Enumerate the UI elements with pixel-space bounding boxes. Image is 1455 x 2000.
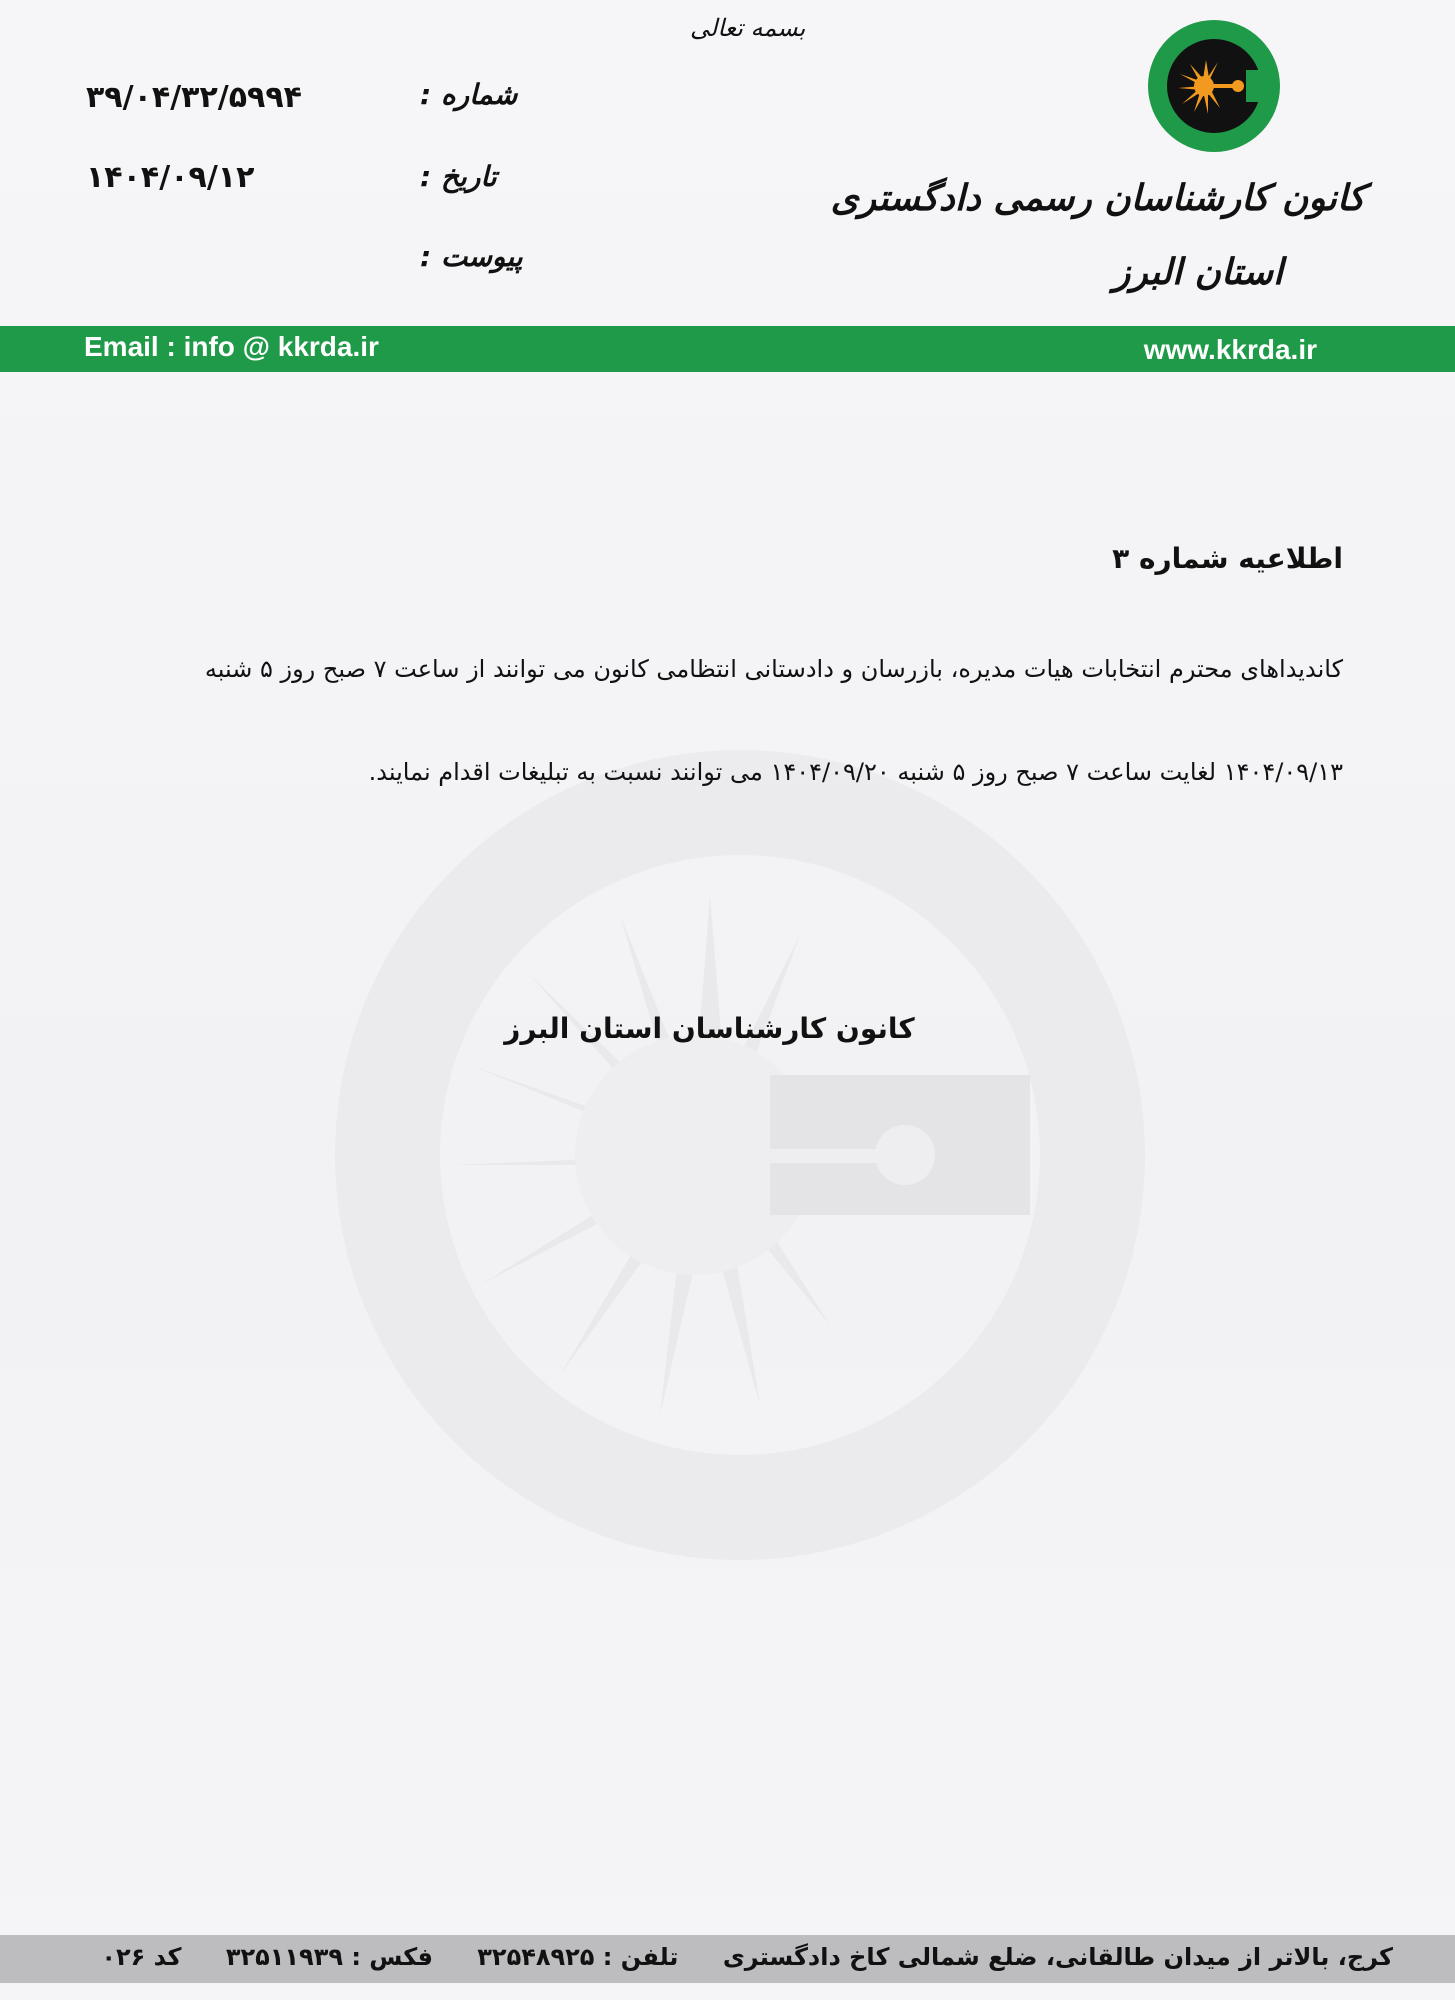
signature-text: کانون کارشناسان استان البرز: [504, 1012, 915, 1045]
footer-code: کد ۰۲۶: [101, 1943, 182, 1971]
contact-band: [0, 326, 1455, 372]
notice-line-1: کاندیداهای محترم انتخابات هیات مدیره، بازرسان و دادستانی انتظامی کانون می توانند از ساعت ۷ صبح روز ۵ شنبه: [204, 655, 1343, 683]
date-label: تاریخ :: [420, 160, 497, 193]
signature: [0, 1012, 1455, 1045]
notice-title: اطلاعیه شماره ۳: [1112, 542, 1343, 575]
footer-phone: تلفن : ۳۲۵۴۸۹۲۵: [477, 1943, 679, 1971]
organization-province: استان البرز: [1112, 252, 1283, 293]
attachment-label: پیوست :: [420, 240, 523, 273]
website-text: www.kkrda.ir: [1143, 334, 1317, 365]
email-text: Email : info @ kkrda.ir: [84, 331, 379, 362]
organization-logo: [1146, 18, 1282, 154]
footer-address: کرج، بالاتر از میدان طالقانی، ضلع شمالی کاخ دادگستری: [722, 1943, 1393, 1971]
footer-fax: فکس : ۳۲۵۱۱۹۳۹: [225, 1943, 433, 1971]
footer-contact: [65, 1943, 1393, 1971]
letter-number: ۳۹/۰۴/۳۲/۵۹۹۴: [86, 80, 302, 115]
notice-line-2: ۱۴۰۴/۰۹/۱۳ لغایت ساعت ۷ صبح روز ۵ شنبه ۱۴۰۴/۰۹/۲۰ می توانند نسبت به تبلیغات اقدام نمایند.: [368, 758, 1343, 786]
organization-name: کانون کارشناسان رسمی دادگستری: [830, 178, 1365, 219]
number-label: شماره :: [420, 78, 518, 111]
footer-band: [0, 1935, 1455, 1983]
basmala: بسمه تعالی: [690, 14, 806, 42]
watermark-logo: [330, 745, 1150, 1565]
letter-date: ۱۴۰۴/۰۹/۱۲: [86, 160, 255, 195]
